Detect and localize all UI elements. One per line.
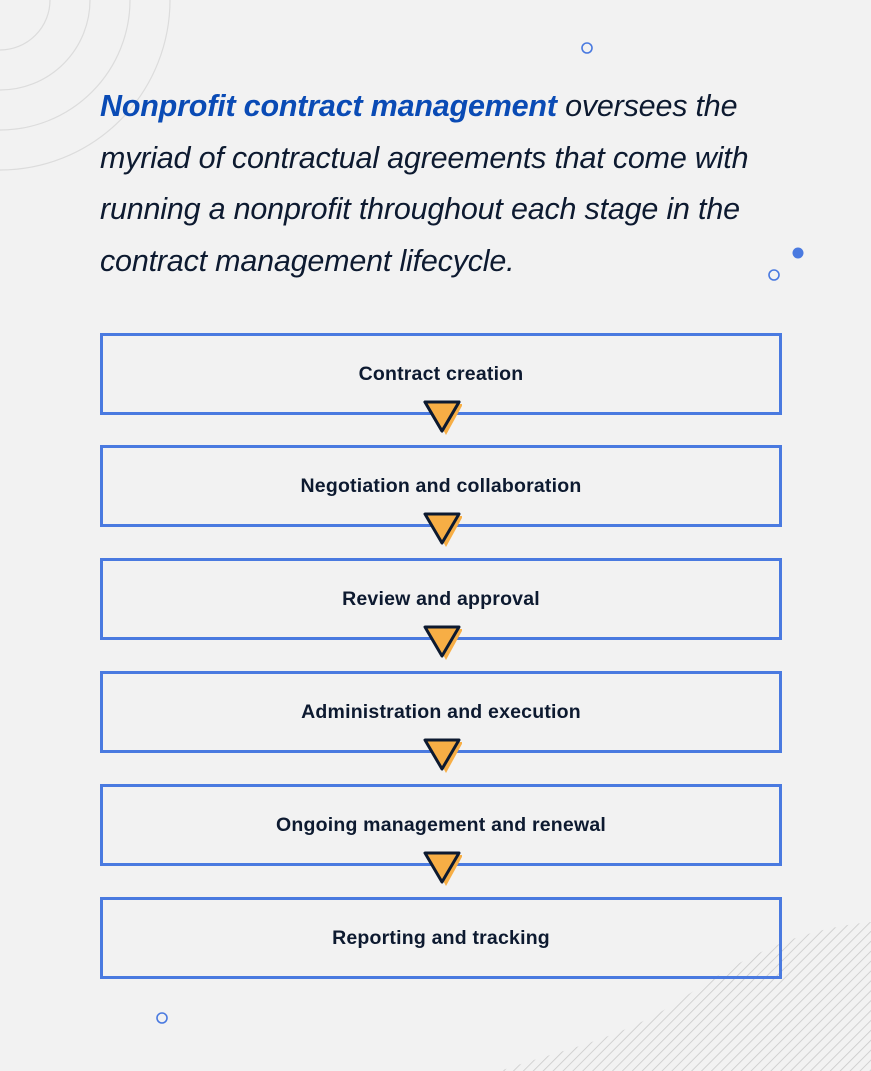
step-reporting-tracking bbox=[100, 897, 782, 979]
step-label: Negotiation and collaboration bbox=[300, 474, 582, 497]
intro-highlight: Nonprofit contract management bbox=[100, 89, 557, 123]
intro-text: oversees the myriad of contractual agreements that come with running a nonprofit throughout each stage in the contract management lifecycle. bbox=[100, 89, 749, 278]
ring-dot-bottom bbox=[157, 1013, 167, 1023]
down-triangle-arrow-icon bbox=[422, 738, 462, 774]
down-triangle-arrow-icon bbox=[422, 625, 462, 661]
down-triangle-arrow-icon bbox=[422, 851, 462, 887]
ring-dot-top bbox=[582, 43, 592, 53]
step-label: Review and approval bbox=[342, 587, 540, 610]
step-label: Ongoing management and renewal bbox=[276, 813, 606, 836]
step-label: Administration and execution bbox=[301, 700, 581, 723]
down-triangle-arrow-icon bbox=[422, 512, 462, 548]
intro-paragraph bbox=[100, 81, 800, 287]
step-label: Reporting and tracking bbox=[332, 926, 550, 949]
down-triangle-arrow-icon bbox=[422, 400, 462, 436]
step-label: Contract creation bbox=[358, 362, 524, 385]
